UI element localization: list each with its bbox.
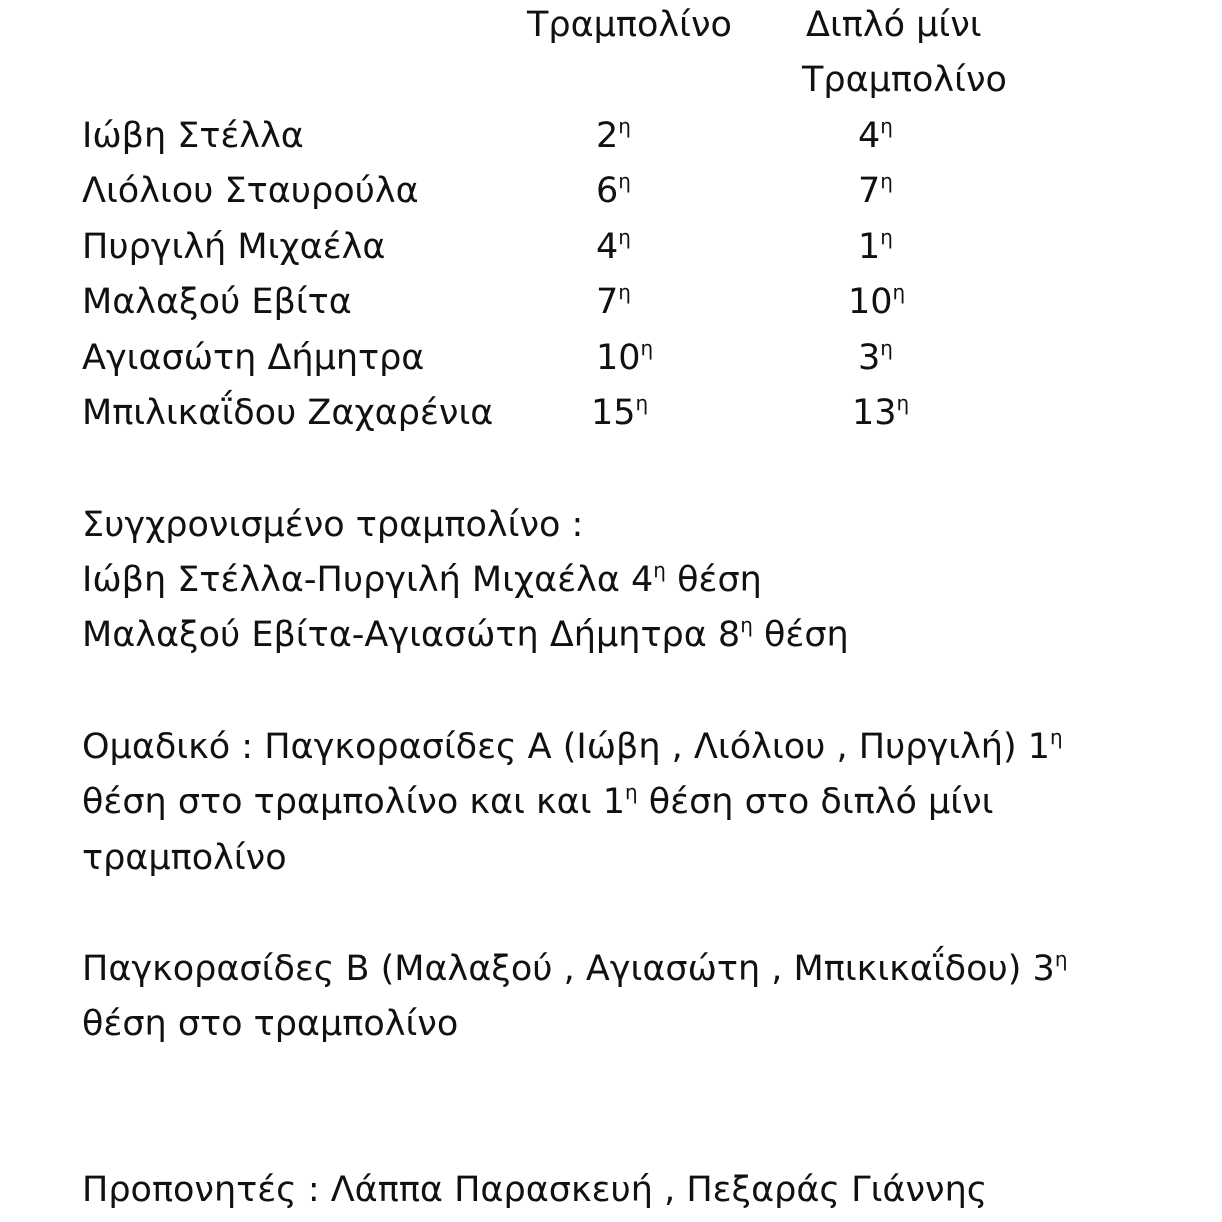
- athlete-name: Ιώβη Στέλλα: [82, 116, 304, 156]
- trampoline-place: $10^\eta$: [596, 336, 654, 378]
- trampoline-place: $15^\eta$: [591, 391, 649, 433]
- header-double-mini-line1: Διπλό μίνι: [806, 5, 982, 45]
- header-trampoline: Τραμπολίνο: [527, 5, 732, 45]
- athlete-name: Μαλαξού Εβίτα: [82, 282, 352, 322]
- table-row: [0, 282, 1222, 322]
- table-row: [0, 171, 1222, 211]
- synchro-pair-1: Ιώβη Στέλλα-Πυργιλή Μιχαέλα $4^\eta$ θέση: [82, 558, 762, 600]
- team-groupA-line3: τραμπολίνο: [82, 838, 287, 878]
- athlete-name: Λιόλιου Σταυρούλα: [82, 171, 419, 211]
- synchro-title: Συγχρονισμένο τραμπολίνο :: [82, 505, 584, 545]
- synchro-pair-2: Μαλαξού Εβίτα-Αγιασώτη Δήμητρα $8^\eta$ θέση: [82, 613, 849, 655]
- table-row: [0, 393, 1222, 433]
- header-double-mini-line2: Τραμπολίνο: [802, 60, 1007, 100]
- team-groupB-line2: θέση στο τραμπολίνο: [82, 1004, 459, 1044]
- trampoline-place: $2^\eta$: [596, 114, 631, 156]
- trampoline-place: $4^\eta$: [596, 225, 631, 267]
- double-mini-place: $10^\eta$: [848, 280, 906, 322]
- table-row: [0, 338, 1222, 378]
- double-mini-place: $4^\eta$: [858, 114, 893, 156]
- double-mini-place: $3^\eta$: [858, 336, 893, 378]
- team-groupA-line2: θέση στο τραμπολίνο και και $1^\eta$ θέση στο διπλό μίνι: [82, 780, 994, 822]
- athlete-name: Μπιλικαΐδου Ζαχαρένια: [82, 393, 494, 433]
- athlete-name: Αγιασώτη Δήμητρα: [82, 338, 425, 378]
- table-row: [0, 116, 1222, 156]
- double-mini-place: $1^\eta$: [858, 225, 893, 267]
- team-groupB-line1: Παγκορασίδες Β (Μαλαξού , Αγιασώτη , Μπικικαΐδου) $3^\eta$: [82, 947, 1068, 989]
- trampoline-place: $6^\eta$: [596, 169, 631, 211]
- team-groupA-line1: Ομαδικό : Παγκορασίδες Α (Ιώβη , Λιόλιου , Πυργιλή) $1^\eta$: [82, 725, 1063, 767]
- table-row: [0, 227, 1222, 267]
- trampoline-place: $7^\eta$: [596, 280, 631, 322]
- double-mini-place: $7^\eta$: [858, 169, 893, 211]
- coaches-line: Προπονητές : Λάππα Παρασκευή , Πεξαράς Γιάννης: [82, 1170, 988, 1210]
- double-mini-place: $13^\eta$: [852, 391, 910, 433]
- athlete-name: Πυργιλή Μιχαέλα: [82, 227, 386, 267]
